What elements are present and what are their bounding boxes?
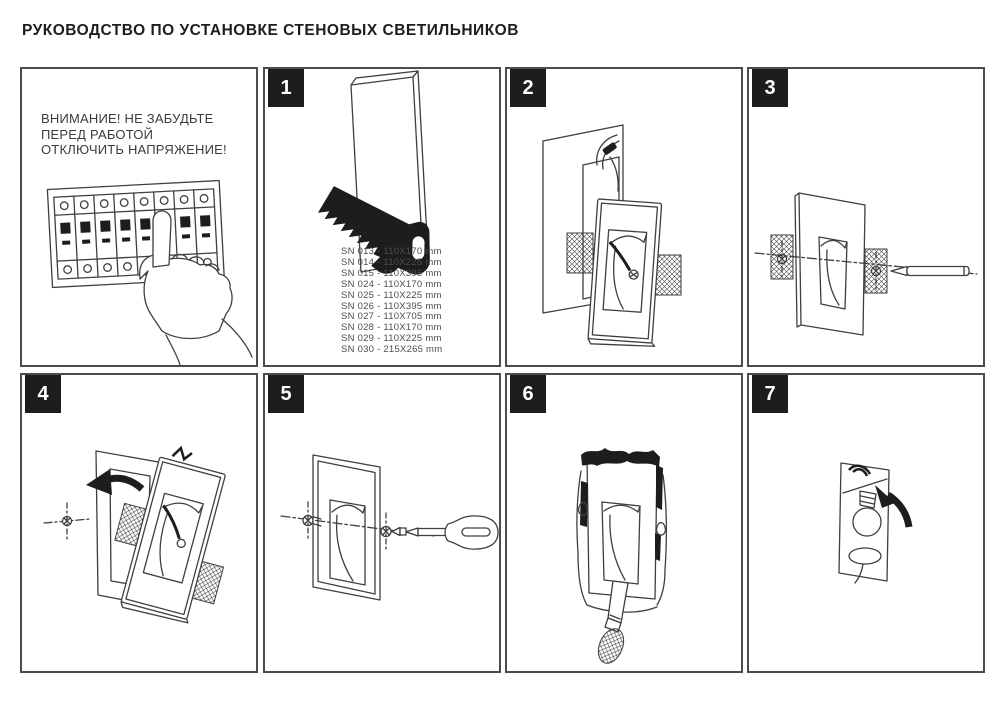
step-number-badge: 1 [268,69,304,107]
mesh-tab-right [655,255,681,295]
panel-step-1 [263,67,501,367]
step-number-badge: 6 [510,375,546,413]
fixing-screw-left [44,503,90,539]
warning-line-3: ОТКЛЮЧИТЬ НАПРЯЖЕНИЕ! [41,142,227,158]
wire-connection-illustration [507,69,741,365]
panel-step-7 [747,373,985,673]
fixing-screw-right [381,513,406,550]
model-item: SN 026 - 110X395 mm [341,300,442,312]
screwing-illustration [265,375,499,671]
model-item: SN 028 - 110X170 mm [341,322,442,334]
screwdriver-icon [406,516,498,549]
plastering-illustration [507,375,741,671]
step-number-badge: 4 [25,375,61,413]
panel-warning [20,67,258,367]
model-item: SN 015 - 110X395 mm [341,267,442,279]
tilt-insert-illustration [22,375,256,671]
panel-step-5 [263,373,501,673]
step-number-badge: 5 [268,375,304,413]
warning-line-2: ПЕРЕД РАБОТОЙ [41,126,154,142]
page-title: РУКОВОДСТВО ПО УСТАНОВКЕ СТЕНОВЫХ СВЕТИЛЬНИКОВ [22,22,519,39]
model-dimension-list [341,247,442,356]
marking-tool-icon [891,267,969,276]
model-item: SN 027 - 110X705 mm [341,311,442,323]
bulb-insert-illustration [749,375,983,671]
warning-text [41,111,227,158]
panel-step-2 [505,67,743,367]
model-item: SN 029 - 110X225 mm [341,333,442,345]
step-number-badge: 7 [752,375,788,413]
model-item: SN 013 - 110X170 mm [341,246,442,257]
mesh-tab-left [567,233,593,273]
model-item: SN 024 - 110X170 mm [341,278,442,290]
step-number-badge: 2 [510,69,546,107]
model-item: SN 014 - 110X225 mm [341,256,442,268]
model-item: SN 030 - 215X265 mm [341,344,443,356]
panel-step-4 [20,373,258,673]
fixture-body [588,199,665,348]
warning-line-1: ВНИМАНИЕ! НЕ ЗАБУДЬТЕ [41,111,214,126]
panel-step-6 [505,373,743,673]
plaster-drop [579,503,666,536]
marking-illustration [749,69,983,365]
model-item: SN 025 - 110X225 mm [341,289,442,301]
fixture-body [98,438,250,630]
step-number-badge: 3 [752,69,788,107]
supply-wire-icon [597,135,619,191]
panel-step-3 [747,67,985,367]
fixture-body [795,193,865,335]
fixture-body [839,463,889,583]
